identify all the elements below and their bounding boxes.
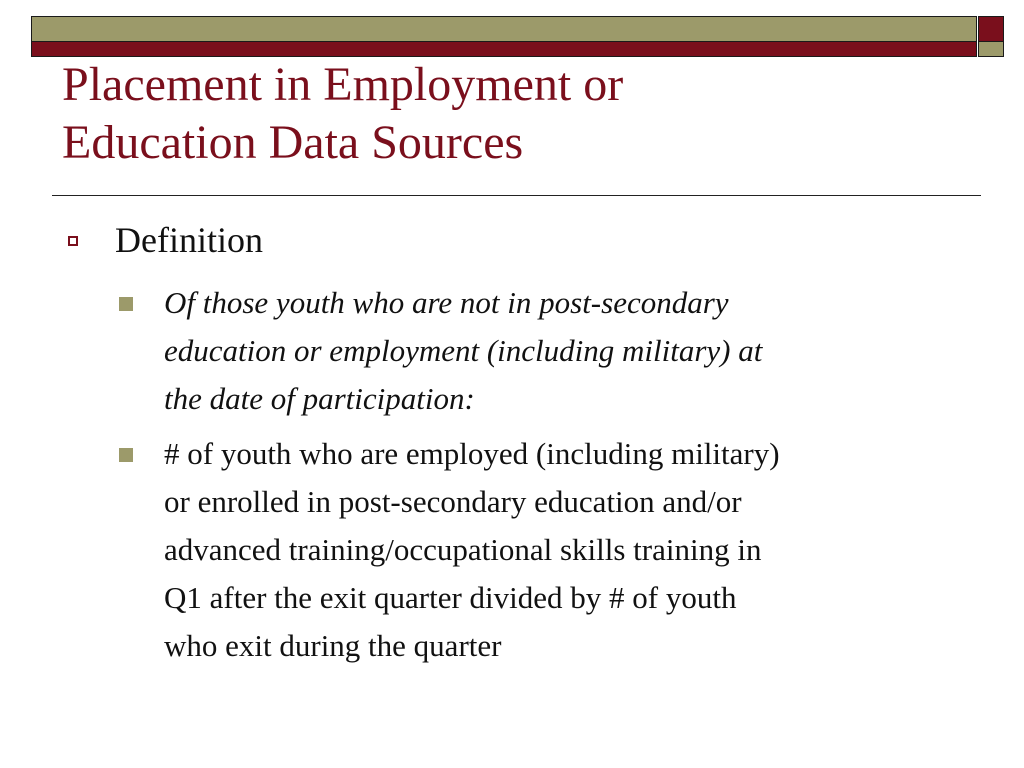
filled-square-icon [119, 297, 133, 311]
slide-title-line: Placement in Employment or [62, 58, 624, 111]
sub-bullet-line: who exit during the quarter [164, 628, 502, 663]
sub-bullet-line: # of youth who are employed (including military) [164, 436, 780, 471]
sub-bullet-line: the date of participation: [164, 381, 475, 416]
sub-bullet-line: advanced training/occupational skills training in [164, 532, 762, 567]
sub-bullet-condition-text [164, 279, 964, 423]
sub-bullet-line: Of those youth who are not in post-secondary [164, 285, 729, 320]
hollow-square-icon [68, 236, 78, 246]
bullet-definition-label: Definition [115, 220, 263, 260]
sub-bullet-line: or enrolled in post-secondary education and/or [164, 484, 742, 519]
sub-bullet-measure-text [164, 430, 964, 670]
slide-title-line: Education Data Sources [62, 116, 524, 169]
sub-bullet-line: Q1 after the exit quarter divided by # of youth [164, 580, 737, 615]
filled-square-icon [119, 448, 133, 462]
sub-bullet-line: education or employment (including military) at [164, 333, 763, 368]
